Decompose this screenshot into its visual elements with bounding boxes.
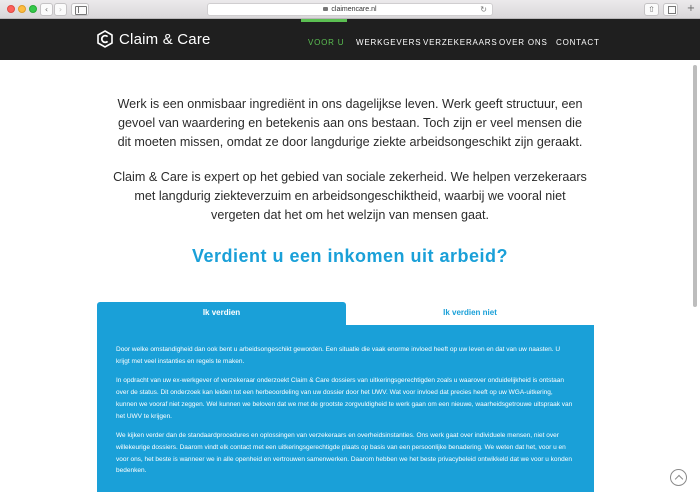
claim-care-logo-icon	[95, 29, 115, 49]
page-scrollbar[interactable]	[693, 65, 697, 307]
nav-verzekeraars[interactable]: VERZEKERAARS	[423, 38, 498, 47]
site-logo[interactable]	[95, 27, 211, 51]
panel-paragraph: We kijken verder dan de standaardprocedures en oplossingen van verzekeraars en overheidsinstanties. Ons werk gaat over individuele mensen, niet over willekeurige dossiers. Daarom vindt elk contact met een uitkeringsgerechtigde plaats op basis van een persoonlijke benadering. We weten dat het, voor u en voor ons, het beste is wanneer we in alle openheid en vertrouwen samenwerken. Daarom hebben we het beste privacybeleid ontwikkeld dat we voor u konden bedenken.	[116, 432, 572, 475]
new-tab-button[interactable]: +	[686, 3, 696, 14]
zoom-window-button[interactable]	[29, 5, 37, 13]
sidebar-toggle-icon[interactable]	[71, 3, 89, 16]
nav-voor-u[interactable]: VOOR U	[308, 38, 345, 47]
nav-over-ons[interactable]: OVER ONS	[499, 38, 548, 47]
tab-ik-verdien-niet[interactable]: Ik verdien niet	[346, 302, 594, 325]
share-icon[interactable]: ⇧	[644, 3, 659, 16]
show-tabs-icon[interactable]	[663, 3, 678, 16]
back-button[interactable]: ‹	[40, 3, 53, 16]
tab-panel	[97, 325, 594, 492]
intro-paragraph-1: Werk is een onmisbaar ingrediënt in ons dagelijkse leven. Werk geeft structuur, een gevoel van waardering en betekenis aan ons bestaan. Toch zijn er veel mensen die dit moeten missen, omdat ze door langdurige ziekte arbeidsongeschikt zijn geraakt.	[117, 97, 583, 149]
minimize-window-button[interactable]	[18, 5, 26, 13]
active-nav-indicator	[301, 19, 347, 22]
tab-ik-verdien[interactable]: Ik verdien	[97, 302, 346, 325]
url-text: claimencare.nl	[331, 6, 377, 13]
browser-toolbar	[0, 0, 700, 19]
address-bar[interactable]	[207, 3, 493, 16]
income-tabs	[97, 302, 594, 325]
scroll-to-top-icon[interactable]	[670, 469, 687, 486]
nav-werkgevers[interactable]: WERKGEVERS	[356, 38, 422, 47]
panel-paragraph: In opdracht van uw ex-werkgever of verzekeraar onderzoekt Claim & Care dossiers van uitkeringsgerechtigden zoals u waarover onduidelijkheid is ontstaan over de status. Dit onderzoek kan leiden tot een herbeoordeling van uw dossier door het UWV. Wat voor invloed dat precies heeft op uw WGA-uitkering, kunnen we vooraf niet zeggen. Wel kunnen we beloven dat we met de grootste zorgvuldigheid te werk gaan om een nieuwe, waarheidsgetrouwe uitspraak van het UWV te krijgen.	[116, 377, 573, 420]
nav-contact[interactable]: CONTACT	[556, 38, 600, 47]
section-heading: Verdient u een inkomen uit arbeid?	[191, 246, 509, 266]
panel-paragraph: Door welke omstandigheid dan ook bent u arbeidsongeschikt geworden. Een situatie die vaak enorme invloed heeft op uw leven en dat van uw naasten. U krijgt met veel instanties en regels te maken.	[116, 346, 561, 365]
logo-text: Claim & Care	[119, 30, 211, 48]
forward-button[interactable]: ›	[54, 3, 67, 16]
address-text-wrap	[208, 4, 492, 15]
reload-icon[interactable]: ↻	[480, 5, 487, 14]
intro-paragraph-2: Claim & Care is expert op het gebied van sociale zekerheid. We helpen verzekeraars met langdurig ziekteverzuim en arbeidsongeschiktheid, waarbij we vooral niet vergeten dat het om het welzijn van mensen gaat.	[113, 170, 587, 222]
site-header	[0, 19, 700, 60]
close-window-button[interactable]	[7, 5, 15, 13]
lock-icon	[323, 7, 328, 11]
